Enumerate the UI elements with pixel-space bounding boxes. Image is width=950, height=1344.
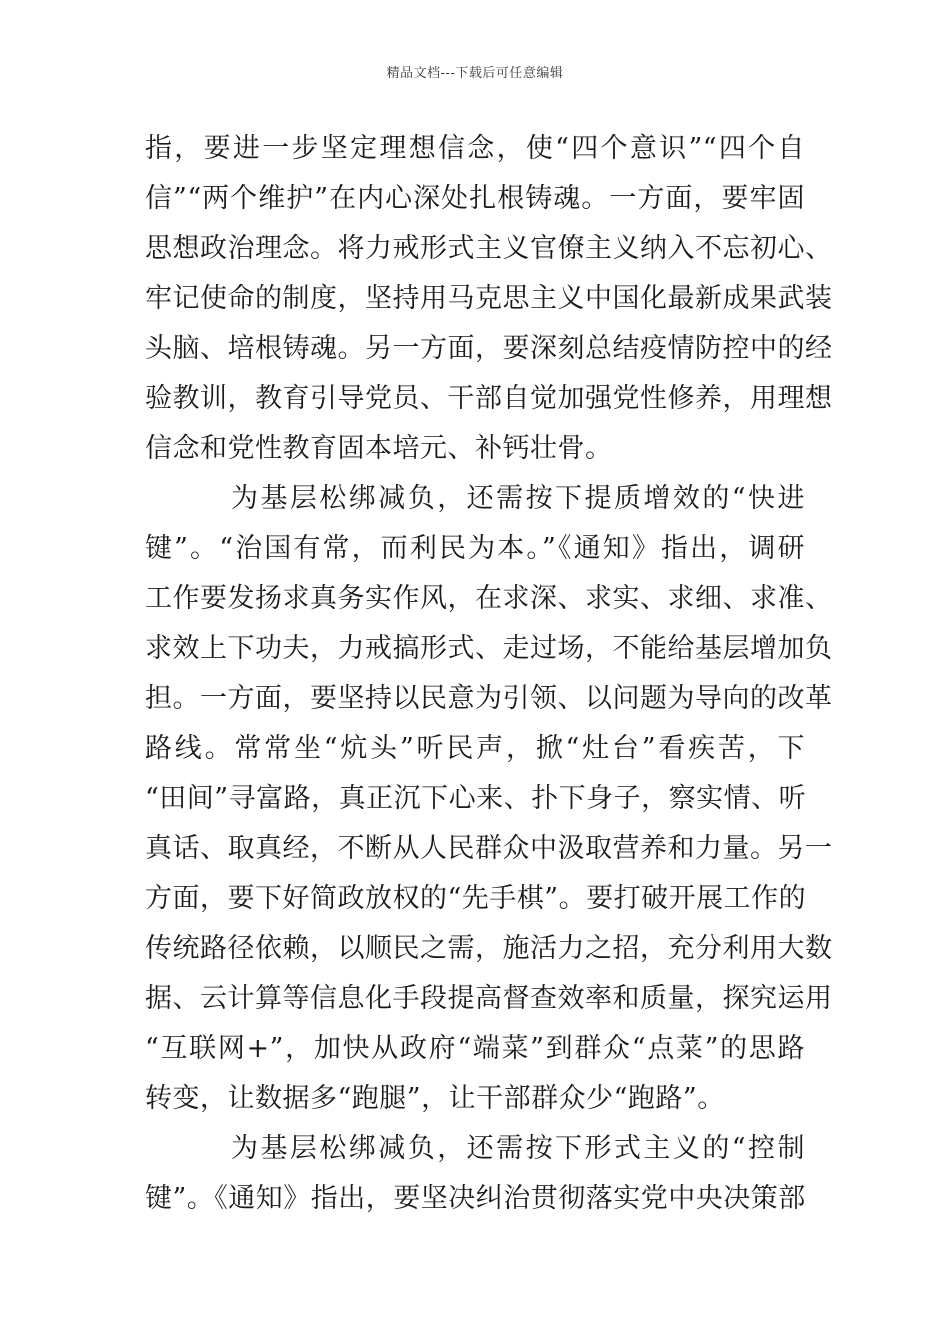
text-line: 键”。“治国有常，而利民为本。”《通知》指出，调研 xyxy=(145,533,805,564)
text-line: 信”“两个维护”在内心深处扎根铸魂。一方面，要牢固 xyxy=(145,183,805,214)
text-line: 据、云计算等信息化手段提高督查效率和质量，探究运用 xyxy=(145,983,833,1014)
page-header: 精品文档---下载后可任意编辑 xyxy=(386,66,564,81)
text-line: “互联网+”，加快从政府“端菜”到群众“点菜”的思路 xyxy=(145,1033,805,1064)
text-line: “田间”寻富路，真正沉下心来、扑下身子，察实情、听 xyxy=(145,783,807,814)
text-line: 传统路径依赖，以顺民之需，施活力之招，充分利用大数 xyxy=(145,933,833,964)
document-body xyxy=(145,124,833,1224)
text-line: 路线。常常坐“炕头”听民声，掀“灶台”看疾苦，下 xyxy=(145,733,805,764)
text-line: 为基层松绑减负，还需按下形式主义的“控制 xyxy=(231,1133,805,1164)
text-line: 为基层松绑减负，还需按下提质增效的“快进 xyxy=(231,483,805,514)
text-line: 牢记使命的制度，坚持用马克思主义中国化最新成果武装 xyxy=(145,283,833,314)
text-line: 验教训，教育引导党员、干部自觉加强党性修养，用理想 xyxy=(145,383,833,414)
text-line: 键”。《通知》指出，要坚决纠治贯彻落实党中央决策部 xyxy=(145,1183,806,1214)
text-line: 担。一方面，要坚持以民意为引领、以问题为导向的改革 xyxy=(145,683,833,714)
text-line: 工作要发扬求真务实作风，在求深、求实、求细、求准、 xyxy=(145,583,833,614)
text-line: 信念和党性教育固本培元、补钙壮骨。 xyxy=(145,433,613,464)
text-line: 方面，要下好简政放权的“先手棋”。要打破开展工作的 xyxy=(145,883,807,914)
text-line: 转变，让数据多“跑腿”，让干部群众少“跑路”。 xyxy=(145,1083,725,1114)
text-line: 指，要进一步坚定理想信念，使“四个意识”“四个自 xyxy=(145,133,805,164)
text-line: 思想政治理念。将力戒形式主义官僚主义纳入不忘初心、 xyxy=(145,233,833,264)
text-line: 头脑、培根铸魂。另一方面，要深刻总结疫情防控中的经 xyxy=(145,333,833,364)
text-line: 求效上下功夫，力戒搞形式、走过场，不能给基层增加负 xyxy=(145,633,833,664)
text-line: 真话、取真经，不断从人民群众中汲取营养和力量。另一 xyxy=(145,833,833,864)
